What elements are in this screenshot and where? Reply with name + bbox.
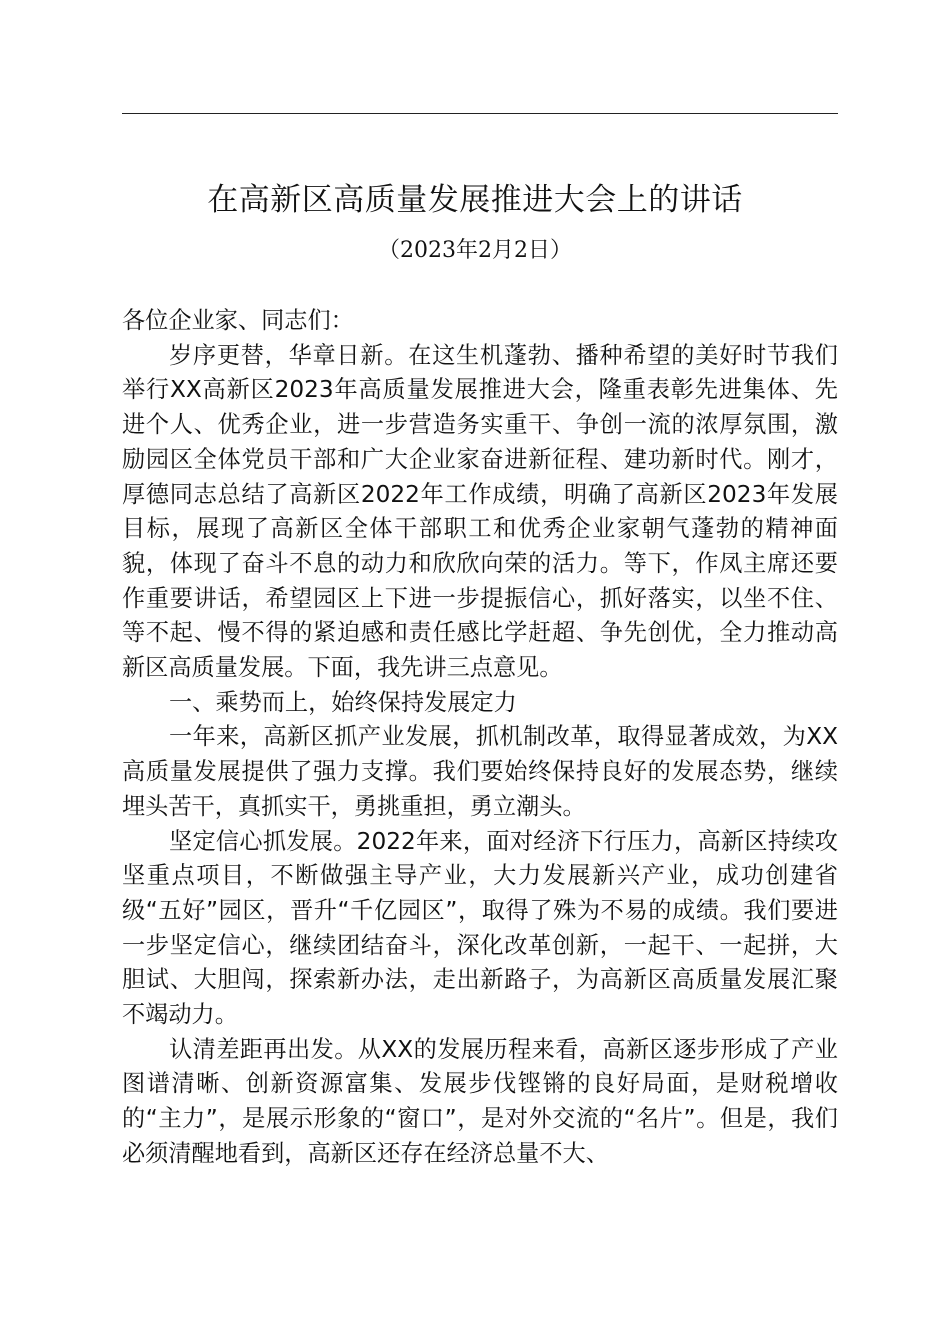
document-date: （2023年2月2日）: [378, 238, 572, 263]
section-heading: 一、乘势而上，始终保持发展定力: [169, 688, 517, 716]
salutation: 各位企业家、同志们：: [122, 307, 354, 334]
paragraph: 一年来，高新区抓产业发展，抓机制改革，取得显著成效，为XX高质量发展提供了强力支撑。我们要始终保持良好的发展态势，继续埋头苦干，真抓实干，勇挑重担，勇立潮头。: [122, 723, 838, 820]
paragraph-opening: 岁序更替，华章日新。在这生机蓬勃、播种希望的美好时节我们举行XX高新区2023年高质量发展推进大会，隆重表彰先进集体、先进个人、优秀企业，进一步营造务实重干、争创一流的浓厚氛围，激励园区全体党员干部和广大企业家奋进新征程、建功新时代。刚才，厚德同志总结了高新区2022年工作成绩，明确了高新区2023年发展目标，展现了高新区全体干部职工和优秀企业家朝气蓬勃的精神面貌，体现了奋斗不息的动力和欣欣向荣的活力。等下，作凤主席还要作重要讲话，希望园区上下进一步提振信心，抓好落实，以坐不住、等不起、慢不得的紧迫感和责任感比学赶超、争先创优，全力推动高新区高质量发展。下面，我先讲三点意见。: [122, 341, 838, 682]
header-rule: [122, 113, 838, 114]
document-title: 在高新区高质量发展推进大会上的讲话: [207, 182, 743, 218]
document-body: [122, 304, 838, 1172]
paragraph: 坚定信心抓发展。2022年来，面对经济下行压力，高新区持续攻坚重点项目，不断做强主导产业，大力发展新兴产业，成功创建省级“五好”园区，晋升“千亿园区”，取得了殊为不易的成绩。我们要进一步坚定信心，继续团结奋斗，深化改革创新，一起干、一起拼，大胆试、大胆闯，探索新办法，走出新路子，为高新区高质量发展汇聚不竭动力。: [122, 827, 838, 1029]
paragraph: 认清差距再出发。从XX的发展历程来看，高新区逐步形成了产业图谱清晰、创新资源富集、发展步伐铿锵的良好局面，是财税增收的“主力”，是展示形象的“窗口”，是对外交流的“名片”。但是，我们必须清醒地看到，高新区还存在经济总量不大、: [122, 1035, 838, 1167]
